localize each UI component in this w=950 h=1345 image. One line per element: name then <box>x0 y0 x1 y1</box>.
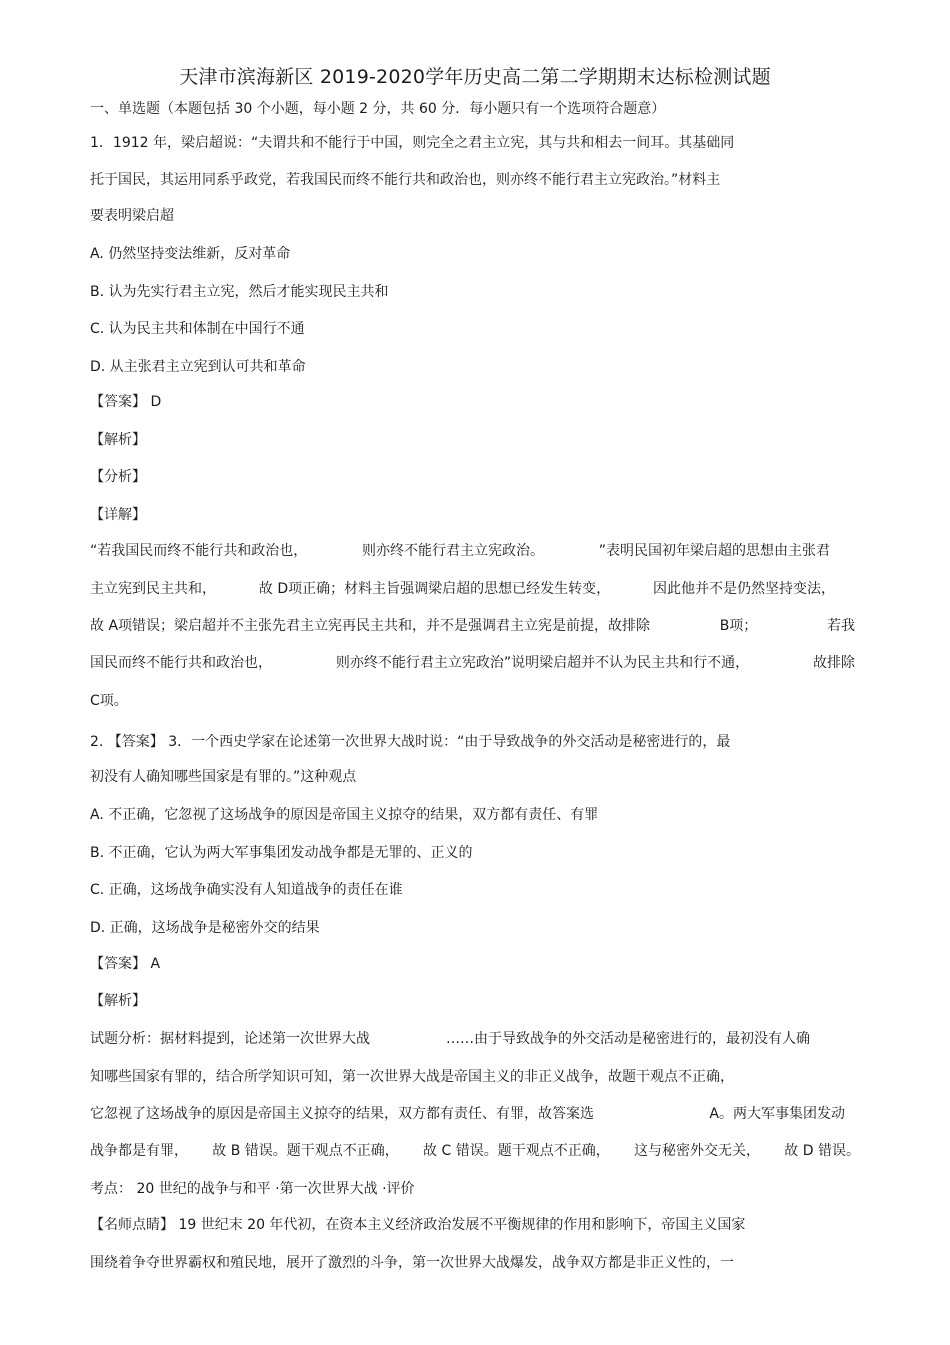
q2-stem-line-2: 初没有人确知哪些国家是有罪的。”这种观点 <box>90 769 357 785</box>
text-segment: 故 A项错误；梁启超并不主张先君主立宪再民主共和，并不是强调君主立宪是前提，故排除 <box>90 618 651 634</box>
q2-explanation-line-3 <box>90 1105 845 1123</box>
text-segment: 故 C 错误。题干观点不正确， <box>423 1143 610 1159</box>
q1-explanation-line-2 <box>90 580 835 598</box>
text-segment: A。两大军事集团发动 <box>709 1106 845 1122</box>
q1-option-a: A. 仍然坚持变法维新，反对革命 <box>90 246 291 262</box>
q2-explanation-line-1 <box>90 1030 810 1048</box>
text-segment: 则亦终不能行君主立宪政治。 <box>362 543 544 559</box>
text-segment: ”表明民国初年梁启超的思想由主张君 <box>598 543 830 559</box>
text-segment: 故 B 错误。题干观点不正确， <box>212 1143 399 1159</box>
text-segment: ……由于导致战争的外交活动是秘密进行的，最初没有人确 <box>446 1031 810 1047</box>
text-segment: 若我 <box>826 618 855 634</box>
text-segment: “若我国民而终不能行共和政治也， <box>90 543 308 559</box>
q1-explanation-line-5: C项。 <box>90 693 128 709</box>
q2-option-d: D. 正确，这场战争是秘密外交的结果 <box>90 920 320 936</box>
q1-xiangjie-label: 【详解】 <box>90 507 146 523</box>
text-segment: 则亦终不能行君主立宪政治”说明梁启超并不认为民主共和行不通， <box>335 655 750 671</box>
q2-option-a: A. 不正确，它忽视了这场战争的原因是帝国主义掠夺的结果，双方都有责任、有罪 <box>90 807 599 823</box>
q2-answer: 【答案】 A <box>90 956 161 972</box>
text-segment: 这与秘密外交无关， <box>634 1143 760 1159</box>
q1-explanation-line-3 <box>90 617 855 635</box>
text-segment: 试题分析：据材料提到，论述第一次世界大战 <box>90 1031 370 1047</box>
text-segment: 故 D项正确；材料主旨强调梁启超的思想已经发生转变， <box>258 581 611 597</box>
q1-option-d: D. 从主张君主立宪到认可共和革命 <box>90 359 306 375</box>
q1-stem-line-2: 托于国民，其运用同系乎政党，若我国民而终不能行共和政治也，则亦终不能行君主立宪政治。”材料主 <box>90 172 721 188</box>
text-segment: B项； <box>719 618 758 634</box>
text-segment: 国民而终不能行共和政治也， <box>90 655 272 671</box>
q1-stem-line-3: 要表明梁启超 <box>90 208 174 224</box>
q2-kaodian: 考点： 20 世纪的战争与和平 ·第一次世界大战 ·评价 <box>90 1181 415 1197</box>
q2-mingshi-line-2: 围绕着争夺世界霸权和殖民地，展开了激烈的斗争，第一次世界大战爆发，战争双方都是非正义性的，一 <box>90 1255 734 1271</box>
q2-stem-line-1: 2. 【答案】 3．一个西史学家在论述第一次世界大战时说：“由于导致战争的外交活动是秘密进行的，最 <box>90 734 731 750</box>
q1-option-c: C. 认为民主共和体制在中国行不通 <box>90 321 305 337</box>
q2-explanation-line-2: 知哪些国家有罪的，结合所学知识可知，第一次世界大战是帝国主义的非正义战争，故题干观点不正确， <box>90 1069 734 1085</box>
q1-fenxi-label: 【分析】 <box>90 469 146 485</box>
q2-mingshi-line-1: 【名师点睛】 19 世纪末 20 年代初，在资本主义经济政治发展不平衡规律的作用和影响下，帝国主义国家 <box>90 1217 746 1233</box>
q2-option-c: C. 正确，这场战争确实没有人知道战争的责任在谁 <box>90 882 403 898</box>
q1-explanation-line-4 <box>90 654 855 672</box>
section-heading: 一、单选题（本题包括 30 个小题，每小题 2 分，共 60 分．每小题只有一个选项符合题意） <box>90 101 666 117</box>
q1-explanation-line-1 <box>90 542 830 560</box>
q1-option-b: B. 认为先实行君主立宪，然后才能实现民主共和 <box>90 284 389 300</box>
q2-option-b: B. 不正确，它认为两大军事集团发动战争都是无罪的、正义的 <box>90 845 473 861</box>
text-segment: 主立宪到民主共和， <box>90 581 216 597</box>
text-segment: 因此他并不是仍然坚持变法， <box>652 581 835 597</box>
text-segment: 故 D 错误。 <box>784 1143 860 1159</box>
q2-explanation-line-4 <box>90 1142 860 1160</box>
text-segment: 它忽视了这场战争的原因是帝国主义掠夺的结果，双方都有责任、有罪，故答案选 <box>90 1106 594 1122</box>
q1-answer: 【答案】 D <box>90 394 162 410</box>
text-segment: 战争都是有罪， <box>90 1143 188 1159</box>
q2-jiexi-label: 【解析】 <box>90 993 146 1009</box>
text-segment: 故排除 <box>812 655 855 671</box>
q1-stem-line-1: 1．1912 年，梁启超说：“夫谓共和不能行于中国，则完全之君主立宪，其与共和相去一间耳。其基础同 <box>90 135 735 151</box>
document-title: 天津市滨海新区 2019-2020学年历史高二第二学期期末达标检测试题 <box>179 66 771 88</box>
q1-jiexi-label: 【解析】 <box>90 432 146 448</box>
